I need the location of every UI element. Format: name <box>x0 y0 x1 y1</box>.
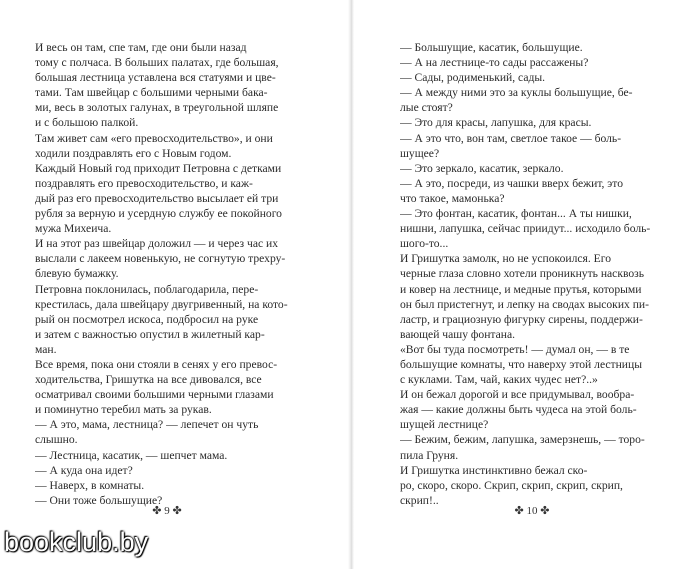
text-line: слышно. <box>35 433 78 447</box>
right-page-number <box>492 504 572 517</box>
text-line: ластр, и грациозную фигурку сирены, поддержи- <box>400 312 643 326</box>
left-page-number <box>127 504 207 517</box>
page-number: 10 <box>526 505 538 517</box>
text-line: Каждый Новый год приходит Петровна с детками <box>35 161 282 175</box>
text-line: — А это что, вон там, светлое такое — боль- <box>400 131 622 145</box>
folio-ornament-right: ✤ <box>169 505 182 517</box>
text-line: блевую бумажку. <box>35 267 119 281</box>
text-line: скрип!.. <box>400 493 439 507</box>
text-line: ходили поздравлять его с Новым годом. <box>35 146 232 160</box>
text-line: и поминутно теребил мать за рукав. <box>35 403 212 417</box>
text-line: Там живет сам «его превосходительство», и они <box>35 131 273 145</box>
text-line: ман. <box>35 342 57 356</box>
text-line: большая лестница уставлена вся статуями и цве- <box>35 71 276 85</box>
page-number: 9 <box>164 505 170 517</box>
text-line: — Это для красы, лапушка, для красы. <box>400 116 592 130</box>
text-line: он был пристегнут, и лепку на сводах высоких пи- <box>400 297 649 311</box>
text-line: — А куда она идет? <box>35 463 133 477</box>
text-line: и затем с важностью опустил в жилетный кар- <box>35 327 265 341</box>
text-line: — А между ними это за куклы большущие, бе- <box>400 86 633 100</box>
text-line: крестилась, дала швейцару двугривенный, на кото- <box>35 297 288 311</box>
folio-ornament-left: ✤ <box>152 505 165 517</box>
text-line: что такое, мамонька? <box>400 191 505 205</box>
text-line: тому с полчаса. В больших палатах, где большая, <box>35 56 279 70</box>
text-line: И он бежал дорогой и все придумывал, вообра- <box>400 388 635 402</box>
text-line: — А это, посреди, из чашки вверх бежит, это <box>400 176 623 190</box>
text-line: вающей чашу фонтана. <box>400 327 516 341</box>
text-line: осматривал своими большими черными глазами <box>35 388 274 402</box>
text-line: «Вот бы туда посмотреть! — думал он, — в те <box>400 342 630 356</box>
text-line: с куклами. Там, чай, каких чудес нет?..» <box>400 373 598 387</box>
text-line: шущее? <box>400 146 440 160</box>
text-line: — А это, мама, лестница? — лепечет он чуть <box>35 418 259 432</box>
folio-ornament-right: ✤ <box>537 505 550 517</box>
text-line: — Они тоже большущие? <box>35 493 163 507</box>
right-page <box>400 40 662 508</box>
text-line: шущей лестнице? <box>400 418 489 432</box>
text-line: и ковер на лестнице, и медные прутья, которыми <box>400 282 642 296</box>
text-line: И весь он там, спе там, где они были назад <box>35 41 247 54</box>
folio-ornament-left: ✤ <box>514 505 527 517</box>
text-line: Петровна поклонилась, поблагодарила, пере- <box>35 282 259 296</box>
text-line: — Лестница, касатик, — шепчет мама. <box>35 448 228 462</box>
text-line: тами. Там швейцар с большими черными бака- <box>35 86 268 100</box>
book-gutter <box>348 0 354 569</box>
text-line: И на этот раз швейцар доложил — и через час их <box>35 237 279 251</box>
text-line: дый раз его превосходительство высылает ей три <box>35 191 279 205</box>
text-line: И Гришутка замолк, но не успокоился. Его <box>400 252 612 266</box>
text-line: — А на лестнице-то сады рассажены? <box>400 56 589 70</box>
text-line: — Большущие, касатик, большущие. <box>400 41 583 54</box>
text-line: жая — какие должны быть чудеса на этой боль- <box>400 403 637 417</box>
text-line: поздравлять его превосходительство, и каж- <box>35 176 253 190</box>
text-line: лые стоят? <box>400 101 453 115</box>
text-line: — Бежим, бежим, лапушка, замерзнешь, — торо- <box>400 433 645 447</box>
text-line: нишни, лапушка, сейчас приидут... исходило боль- <box>400 222 651 236</box>
text-line: ро, скоро, скоро. Скрип, скрип, скрип, скрип, <box>400 478 623 492</box>
text-line: рый он посмотрел искоса, подбросил на руке <box>35 312 259 326</box>
text-line: — Сады, родименький, сады. <box>400 71 546 85</box>
text-line: ходительства, Гришутка на все дивовался, все <box>35 373 262 387</box>
text-line: — Наверх, в комнаты. <box>35 478 145 492</box>
text-line: И Гришутка инстинктивно бежал ско- <box>400 463 588 477</box>
text-line: мужа Михеича. <box>35 222 112 236</box>
text-line: рубля за верную и усердную службу ее покойного <box>35 207 282 221</box>
text-line: — Это фонтан, касатик, фонтан... А ты нишки, <box>400 207 632 221</box>
text-line: — Это зеркало, касатик, зеркало. <box>400 161 564 175</box>
text-line: выслали с лакеем новенькую, не согнутую трехру- <box>35 252 286 266</box>
text-line: шого-то... <box>400 237 449 251</box>
text-line: пила Груня. <box>400 448 459 462</box>
left-page <box>35 40 297 508</box>
watermark-logo: bookclub.by <box>4 527 149 557</box>
text-line: ми, весь в золотых галунах, в треугольной шляпе <box>35 101 279 115</box>
text-line: и с большою палкой. <box>35 116 139 130</box>
text-line: черные глаза словно хотели проникнуть насквозь <box>400 267 645 281</box>
text-line: Все время, пока они стояли в сенях у его превос- <box>35 357 278 371</box>
text-line: большущие комнаты, что наверху этой лестницы <box>400 357 642 371</box>
